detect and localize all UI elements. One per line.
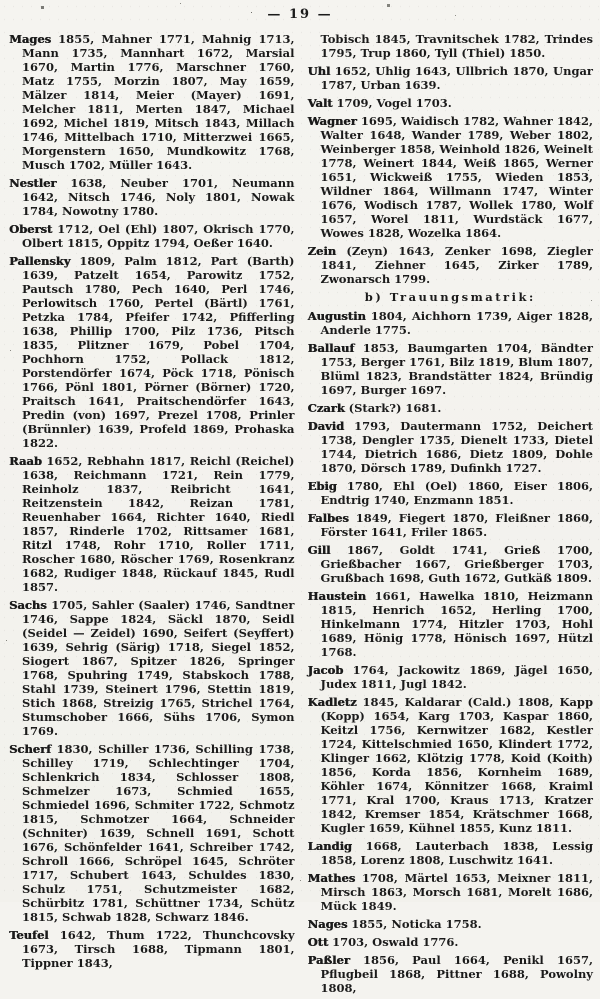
index-paragraph: Kadletz 1845, Kaldarar (Cald.) 1808, Kapp (Kopp) 1654, Karg 1703, Kaspar 1860, Keitzl 1756, Kernwitzer 1682, Kestler 1724, Kittelschmied 1650, Klindert 1772, Klinger 1662, Klötzig 1778, Koid (Koith) 1856, Korda 1856, Kornheim 1689, Köhler 1674, Könnitzer 1668, Kraiml 1771, Kral 1700, Kraus 1713, Kratzer 1842, Kremser 1854, Krätschmer 1668, Kugler 1659, Kühnel 1855, Kunz 1811. [307, 695, 593, 835]
surname-lead: Falbes [307, 511, 349, 525]
index-paragraph: Uhl 1652, Uhlig 1643, Ullbrich 1870, Ungar 1787, Urban 1639. [307, 64, 593, 92]
index-paragraph: Landig 1668, Lauterbach 1838, Lessig 1858, Lorenz 1808, Luschwitz 1641. [307, 839, 593, 867]
index-paragraph: Teufel 1642, Thum 1722, Thunchcovsky 1673, Tirsch 1688, Tipmann 1801, Tippner 1843, [9, 928, 295, 970]
index-paragraph: Falbes 1849, Fiegert 1870, Fleißner 1860, Förster 1641, Friler 1865. [307, 511, 593, 539]
index-paragraph: David 1793, Dautermann 1752, Deichert 1738, Dengler 1735, Dienelt 1733, Dietel 1744, Dietrich 1686, Dietz 1809, Dohle 1870, Dörsch 1789, Dufinkh 1727. [307, 419, 593, 475]
surname-lead: Pallensky [9, 254, 71, 268]
page-number: — 19 — [267, 7, 333, 22]
surname-lead: Scherf [9, 742, 51, 756]
surname-lead: David [307, 419, 345, 433]
surname-lead: Kadletz [307, 695, 357, 709]
surname-lead: Czark [307, 401, 345, 415]
surname-lead: Wagner [307, 114, 357, 128]
index-paragraph: Mages 1855, Mahner 1771, Mahnig 1713, Mann 1735, Mannhart 1672, Marsial 1670, Martin 1776, Marschner 1760, Matz 1755, Morzin 1807, May 1659, Mälzer 1814, Meier (Mayer) 1691, Melcher 1811, Merten 1847, Michael 1692, Michel 1819, Mitsch 1843, Millach 1746, Mittelbach 1710, Mitterzwei 1665, Morgenstern 1650, Mundkowitz 1768, Musch 1702, Müller 1643. [9, 32, 295, 172]
surname-lead: Teufel [9, 928, 49, 942]
index-paragraph: Paßler 1856, Paul 1664, Penikl 1657, Pflugbeil 1868, Pittner 1688, Powolny 1808, [307, 953, 593, 995]
surname-lead: Oberst [9, 222, 53, 236]
index-paragraph: Jacob 1764, Jackowitz 1869, Jägel 1650, Judex 1811, Jugl 1842. [307, 663, 593, 691]
surname-lead: Augustin [307, 309, 366, 323]
index-paragraph: Nages 1855, Noticka 1758. [307, 917, 482, 931]
index-paragraph: Ballauf 1853, Baumgarten 1704, Bändter 1753, Berger 1761, Bilz 1819, Blum 1807, Blüml 1823, Brandstätter 1824, Bründig 1697, Burger 1697. [307, 341, 593, 397]
surname-lead: Ott [307, 935, 329, 949]
section-heading: b) Trauungsmatrik: [364, 290, 536, 304]
index-paragraph: Augustin 1804, Aichhorn 1739, Aiger 1828, Anderle 1775. [307, 309, 593, 337]
surname-lead: Mages [9, 32, 52, 46]
two-column-text-block [0, 22, 600, 999]
surname-lead: Jacob [307, 663, 344, 677]
index-paragraph: Ott 1703, Oswald 1776. [307, 935, 459, 949]
surname-lead: Valt [307, 96, 333, 110]
index-paragraph: Gill 1867, Goldt 1741, Grieß 1700, Grießbacher 1667, Grießberger 1703, Grußbach 1698, Guth 1672, Gutkäß 1809. [307, 543, 593, 585]
index-paragraph: Nestler 1638, Neuber 1701, Neumann 1642, Nitsch 1746, Noly 1801, Nowak 1784, Nowotny 1780. [9, 176, 295, 218]
surname-lead: Sachs [9, 598, 47, 612]
surname-lead: Ebig [307, 479, 337, 493]
left-column [9, 32, 295, 999]
surname-lead: Mathes [307, 871, 356, 885]
surname-lead: Nestler [9, 176, 57, 190]
index-paragraph: Oberst 1712, Oel (Ehl) 1807, Okrisch 1770, Olbert 1815, Oppitz 1794, Oeßer 1640. [9, 222, 295, 250]
right-column [308, 32, 594, 999]
index-paragraph-continuation: Tobisch 1845, Travnitschek 1782, Trindes 1795, Trup 1860, Tyll (Thiel) 1850. [320, 32, 593, 60]
index-paragraph: Sachs 1705, Sahler (Saaler) 1746, Sandtner 1746, Sappe 1824, Säckl 1870, Seidl (Seidel — Zeidel) 1690, Seifert (Seyffert) 1639, Sehrig (Särig) 1718, Siegel 1852, Siogert 1867, Spitzer 1826, Springer 1768, Spuhring 1749, Stabskoch 1788, Stahl 1739, Steinert 1796, Stettin 1819, Stich 1868, Streizig 1765, Strichel 1764, Stumschober 1666, Sühs 1706, Symon 1769. [9, 598, 295, 738]
index-paragraph: Raab 1652, Rebhahn 1817, Reichl (Reichel) 1638, Reichmann 1721, Rein 1779, Reinholz 1837, Reibricht 1641, Reitzenstein 1842, Reizan 1781, Reuenhaber 1664, Richter 1640, Riedl 1857, Rinderle 1702, Rittsamer 1681, Ritzl 1748, Rohr 1710, Roller 1711, Roscher 1680, Röscher 1769, Rosenkranz 1682, Rudiger 1848, Rückauf 1845, Rudl 1857. [9, 454, 295, 594]
surname-lead: Haustein [307, 589, 367, 603]
index-paragraph: Mathes 1708, Märtel 1653, Meixner 1811, Mirsch 1863, Morsch 1681, Morelt 1686, Mück 1849. [307, 871, 593, 913]
index-paragraph: Pallensky 1809, Palm 1812, Part (Barth) 1639, Patzelt 1654, Parowitz 1752, Pautsch 1780, Pech 1640, Perl 1746, Perlowitsch 1760, Pertel (Bärtl) 1761, Petzka 1784, Pfeifer 1742, Pfifferling 1638, Phillip 1700, Pilz 1736, Pitsch 1835, Plitzner 1679, Pobel 1704, Pochhorn 1752, Pollack 1812, Porstendörfer 1674, Pöck 1718, Pönisch 1766, Pönl 1801, Pörner (Börner) 1720, Praitsch 1641, Praitschendörfer 1643, Predin (von) 1697, Prezel 1708, Prinler (Brünnler) 1639, Profeld 1869, Prohaska 1822. [9, 254, 295, 450]
surname-lead: Uhl [307, 64, 331, 78]
index-paragraph: Czark (Stark?) 1681. [307, 401, 442, 415]
index-paragraph: Valt 1709, Vogel 1703. [307, 96, 452, 110]
surname-lead: Paßler [307, 953, 350, 967]
index-paragraph: Haustein 1661, Hawelka 1810, Heizmann 1815, Henrich 1652, Herling 1700, Hinkelmann 1774, Hitzler 1703, Hohl 1689, Hönig 1778, Hönisch 1697, Hützl 1768. [307, 589, 593, 659]
index-paragraph: Scherf 1830, Schiller 1736, Schilling 1738, Schilley 1719, Schlechtinger 1704, Schlenkrich 1834, Schlosser 1808, Schmelzer 1673, Schmied 1655, Schmiedel 1696, Schmiter 1722, Schmotz 1815, Schmotzer 1664, Schneider (Schniter) 1639, Schnell 1691, Schott 1676, Schönfelder 1641, Schreiber 1742, Schroll 1666, Schröpel 1645, Schröter 1717, Schubert 1643, Schuldes 1830, Schulz 1751, Schutzmeister 1682, Schürbitz 1781, Schüttner 1734, Schütz 1815, Schwab 1828, Schwarz 1846. [9, 742, 295, 924]
surname-lead: Ballauf [307, 341, 355, 355]
surname-lead: Gill [307, 543, 331, 557]
surname-lead: Landig [307, 839, 352, 853]
surname-lead: Raab [9, 454, 42, 468]
index-paragraph: Wagner 1695, Waidisch 1782, Wahner 1842, Walter 1648, Wander 1789, Weber 1802, Weinberger 1858, Weinhold 1826, Weinelt 1778, Weinert 1844, Weiß 1865, Werner 1651, Wickweiß 1755, Wieden 1853, Wildner 1864, Willmann 1747, Winter 1676, Wodisch 1787, Wollek 1780, Wolf 1657, Worel 1811, Wurdstäck 1677, Wowes 1828, Wozelka 1864. [307, 114, 593, 240]
scan-noise [0, 0, 1, 1]
surname-lead: Zein [307, 244, 336, 258]
index-paragraph: Ebig 1780, Ehl (Oel) 1860, Eiser 1806, Endtrig 1740, Enzmann 1851. [307, 479, 593, 507]
surname-lead: Nages [307, 917, 348, 931]
index-paragraph: Zein (Zeyn) 1643, Zenker 1698, Ziegler 1841, Ziehner 1645, Zirker 1789, Zwonarsch 1799. [307, 244, 593, 286]
